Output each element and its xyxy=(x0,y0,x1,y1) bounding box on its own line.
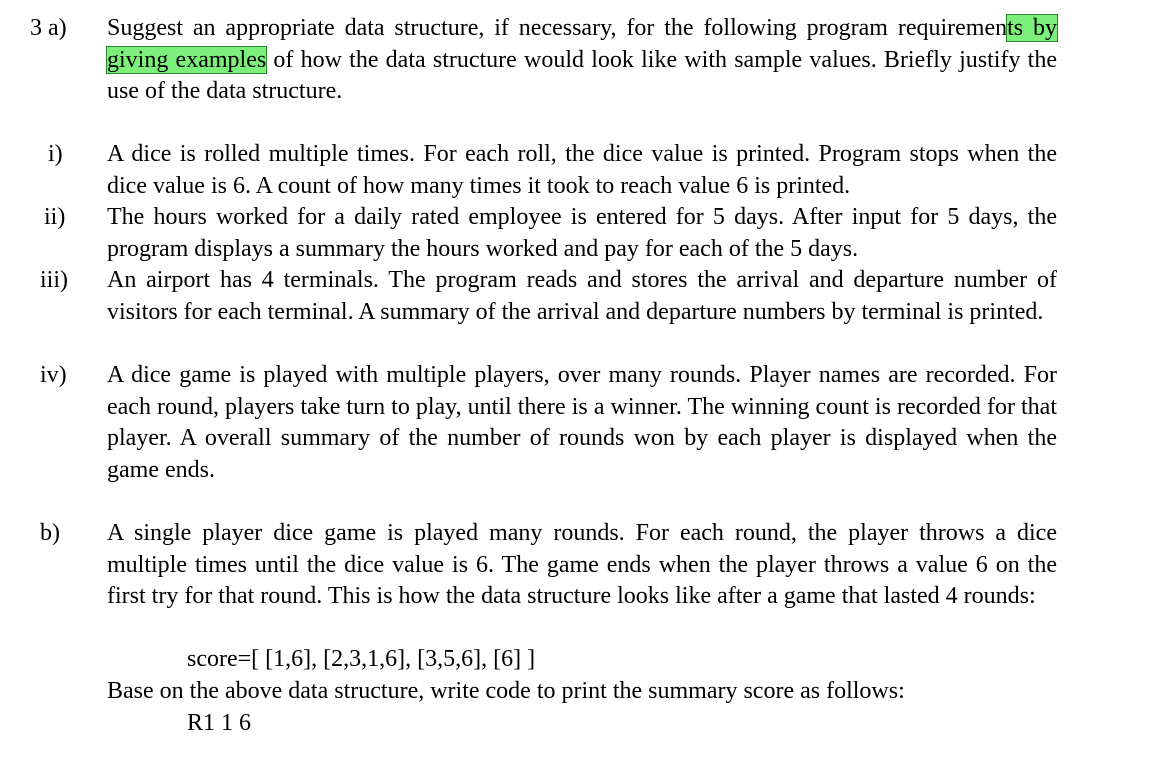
item-ii-text: The hours worked for a daily rated employee is entered for 5 days. After input for 5 days, the program displays a summary the hours worked and pay for each of the 5 days. xyxy=(107,204,1057,262)
score-code: score=[ [1,6], [2,3,1,6], [3,5,6], [6] ] xyxy=(187,646,536,672)
question-3a-label: 3 a) xyxy=(30,15,67,41)
item-ii-label: ii) xyxy=(44,204,66,230)
item-i-text: A dice is rolled multiple times. For each roll, the dice value is printed. Program stops when the dice value is 6. A count of how many times it took to reach value 6 is printed. xyxy=(107,141,1057,199)
question-3b-instruction: Base on the above data structure, write code to print the summary score as follows: xyxy=(107,678,905,704)
item-i-label: i) xyxy=(48,141,63,167)
question-3a-text-start: Suggest an appropriate data structure, if necessary, for the following program requiremen xyxy=(107,15,1008,41)
item-iv-text: A dice game is played with multiple players, over many rounds. Player names are recorded. For each round, players take turn to play, until there is a winner. The winning count is recorded for that player. A overall summary of the number of rounds won by each player is displayed when the game ends. xyxy=(107,362,1057,483)
question-3a-text-end: of how the data structure would look like with sample values. Briefly justify the use of the data structure. xyxy=(107,46,1057,104)
question-3a-text xyxy=(107,13,1057,108)
sample-output-line: R1 1 6 xyxy=(187,710,252,736)
question-3b-label: b) xyxy=(40,520,60,546)
item-iii-text: An airport has 4 terminals. The program reads and stores the arrival and departure number of visitors for each terminal. A summary of the arrival and departure numbers by terminal is printed. xyxy=(107,267,1057,325)
item-iv-label: iv) xyxy=(40,362,67,388)
highlighted-phrase: ts by giving examples xyxy=(107,15,1057,73)
item-iii-label: iii) xyxy=(40,267,68,293)
question-3b-text: A single player dice game is played many rounds. For each round, the player throws a dice multiple times until the dice value is 6. The game ends when the player throws a value 6 on the first try for that round. This is how the data structure looks like after a game that lasted 4 rounds: xyxy=(107,520,1057,609)
